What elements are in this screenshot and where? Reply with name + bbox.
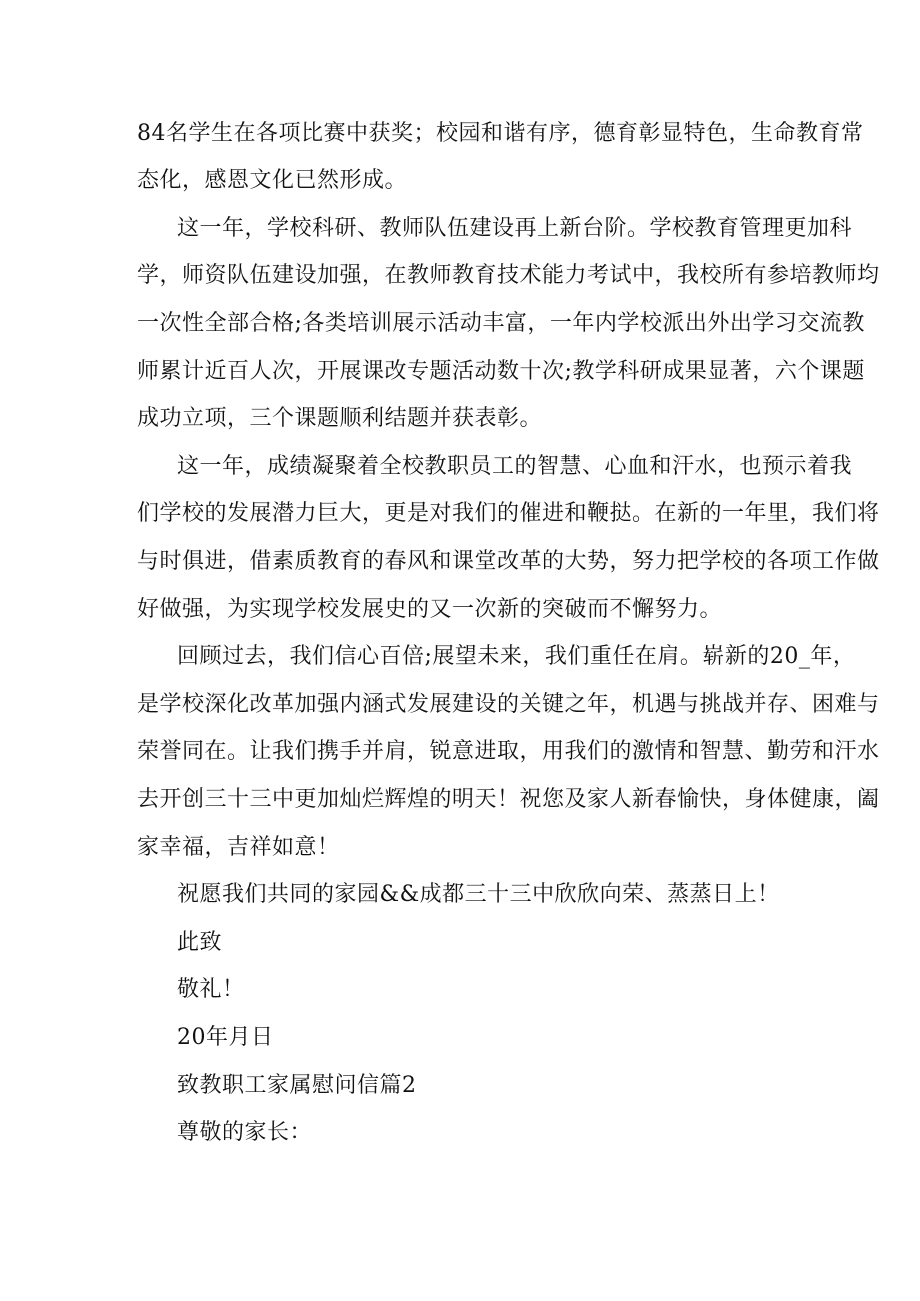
paragraph-3-line-2: 们学校的发展潜力巨大，更是对我们的催进和鞭挞。在新的一年里，我们将 [137, 501, 880, 526]
paragraph-2-line-5: 成功立项，三个课题顺利结题并获表彰。 [137, 406, 543, 431]
paragraph-4-line-3: 荣誉同在。让我们携手并肩，锐意进取，用我们的激情和智慧、勤劳和汗水 [137, 739, 880, 764]
date-line: 20年月日 [177, 1025, 274, 1050]
paragraph-4-line-4: 去开创三十三中更加灿烂辉煌的明天！祝您及家人新春愉快，身体健康，阖 [137, 787, 880, 812]
paragraph-3-line-3: 与时俱进，借素质教育的春风和课堂改革的大势，努力把学校的各项工作做 [137, 549, 880, 574]
paragraph-2-line-3: 一次性全部合格;各类培训展示活动丰富，一年内学校派出外出学习交流教 [137, 311, 865, 336]
paragraph-4-line-2: 是学校深化改革加强内涵式发展建设的关键之年，机遇与挑战并存、困难与 [137, 692, 880, 717]
paragraph-4-line-1: 回顾过去，我们信心百倍;展望未来，我们重任在肩。崭新的20_年， [177, 644, 856, 669]
paragraph-2-line-2: 学，师资队伍建设加强，在教师教育技术能力考试中，我校所有参培教师均 [137, 263, 880, 288]
salutation-cizhi: 此致 [177, 930, 223, 955]
paragraph-2-line-1: 这一年，学校科研、教师队伍建设再上新台阶。学校教育管理更加科 [177, 216, 853, 241]
greeting-line: 尊敬的家长： [177, 1120, 313, 1145]
paragraph-3-line-4: 好做强，为实现学校发展史的又一次新的突破而不懈努力。 [137, 597, 723, 622]
paragraph-2-line-4: 师累计近百人次，开展课改专题活动数十次;教学科研成果显著，六个课题 [137, 359, 865, 384]
paragraph-3-line-1: 这一年，成绩凝聚着全校教职员工的智慧、心血和汗水，也预示着我 [177, 454, 853, 479]
closing-wish: 祝愿我们共同的家园&&成都三十三中欣欣向荣、蒸蒸日上！ [177, 882, 780, 907]
section-title: 致教职工家属慰问信篇2 [177, 1073, 417, 1098]
paragraph-1-line-1: 84名学生在各项比赛中获奖；校园和谐有序，德育彰显特色，生命教育常 [137, 121, 864, 146]
paragraph-1-line-2: 态化，感恩文化已然形成。 [137, 168, 408, 193]
salutation-jingli: 敬礼！ [177, 977, 245, 1002]
paragraph-4-line-5: 家幸福，吉祥如意！ [137, 835, 340, 860]
